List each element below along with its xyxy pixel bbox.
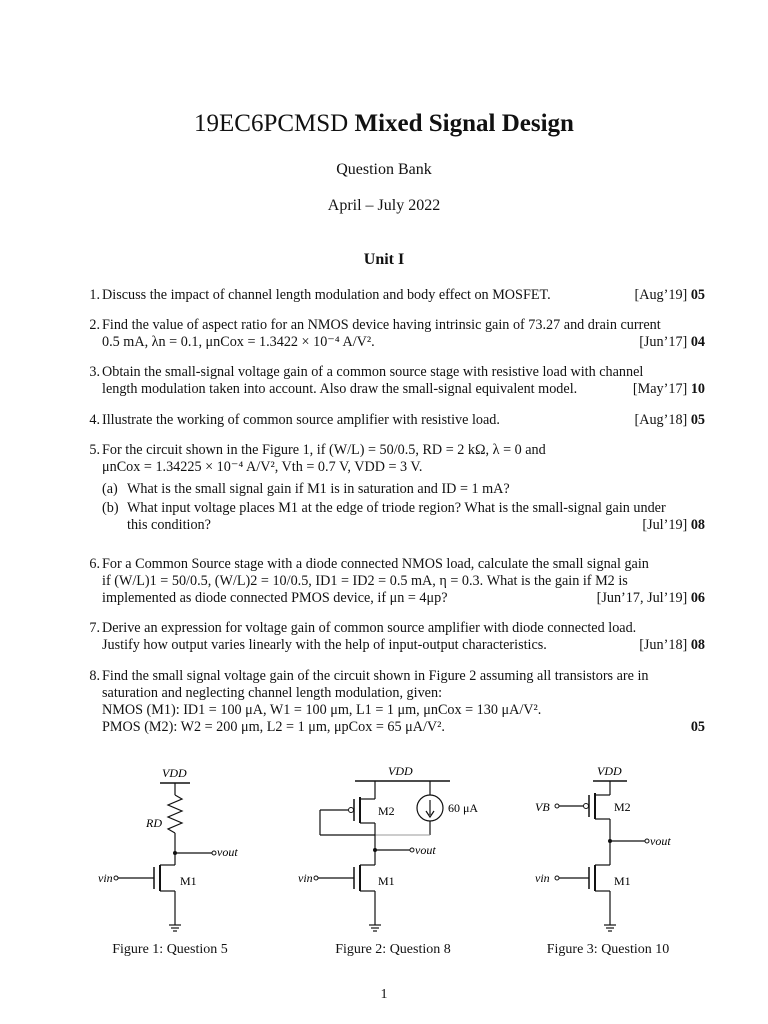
question-tag: [Jun’18] 08 <box>639 637 705 653</box>
m2-label: M2 <box>378 804 395 818</box>
question-tag: [May’17] 10 <box>632 381 705 397</box>
subpart-a: (a) What is the small signal gain if M1 is in saturation and ID = 1 mA? <box>102 481 510 497</box>
m1-label: M1 <box>614 874 631 888</box>
vdd-label: VDD <box>162 766 187 780</box>
figure-1-caption: Figure 1: Question 5 <box>112 942 228 957</box>
subpart-b: (b) What input voltage places M1 at the edge of triode region? What is the small-signal gain under [Jul’19] 08 this condition? <box>102 500 705 533</box>
rd-label: RD <box>146 816 162 830</box>
figure-3-caption: Figure 3: Question 10 <box>546 942 670 957</box>
resistor-icon <box>168 795 182 833</box>
figure-1-schematic <box>90 755 260 940</box>
question-text: Find the small signal voltage gain of the circuit shown in Figure 2 assuming all transistors are in <box>102 668 649 684</box>
question-number: 1. <box>89 287 100 303</box>
question-number: 5. <box>89 442 100 458</box>
isrc-label: 60 μA <box>448 801 479 815</box>
question-8 <box>80 668 705 736</box>
question-text: NMOS (M1): ID1 = 100 μA, W1 = 100 μm, L1 = 1 μm, μnCox = 130 μA/V². <box>102 702 542 718</box>
question-number: 6. <box>89 556 100 572</box>
question-text: For the circuit shown in the Figure 1, if (W/L) = 50/0.5, RD = 2 kΩ, λ = 0 and <box>102 442 546 458</box>
question-number: 4. <box>89 412 100 428</box>
question-number: 8. <box>89 668 100 684</box>
vin-label: vin <box>535 871 550 885</box>
question-text: Discuss the impact of channel length modulation and body effect on MOSFET. <box>102 287 551 303</box>
course-code: 19EC6PCMSD <box>194 110 349 137</box>
vdd-label: VDD <box>597 764 622 778</box>
subtitle: Question Bank <box>336 161 432 178</box>
figure-3-schematic <box>525 755 705 940</box>
question-6 <box>80 556 705 607</box>
question-tag: 05 <box>690 719 705 735</box>
question-text: saturation and neglecting channel length modulation, given: <box>102 685 443 701</box>
unit-heading: Unit I <box>363 251 405 268</box>
question-tag: [Aug’18] 05 <box>634 412 705 428</box>
question-tag: [Aug’19] 05 <box>634 287 705 303</box>
page-title <box>0 110 768 138</box>
vin-label: vin <box>298 871 313 885</box>
question-text: Derive an expression for voltage gain of common source amplifier with diode connected load. <box>102 620 637 636</box>
question-text: Justify how output varies linearly with the help of input-output characteristics. <box>102 637 547 653</box>
question-number: 3. <box>89 364 100 380</box>
question-text: if (W/L)1 = 50/0.5, (W/L)2 = 10/0.5, ID1 = ID2 = 0.5 mA, η = 0.3. What is the gain if M2 is <box>102 573 628 589</box>
question-7 <box>80 620 705 654</box>
figure-2-schematic <box>290 755 500 940</box>
question-text: For a Common Source stage with a diode connected NMOS load, calculate the small signal gain <box>102 556 649 572</box>
question-tag: [Jun’17] 04 <box>639 334 705 350</box>
m2-label: M2 <box>614 800 631 814</box>
course-name: Mixed Signal Design <box>354 110 574 137</box>
question-text: PMOS (M2): W2 = 200 μm, L2 = 1 μm, μpCox = 65 μA/V². <box>102 719 445 735</box>
question-4 <box>80 412 705 429</box>
vin-label: vin <box>98 871 113 885</box>
page-number: 1 <box>380 987 388 1002</box>
m1-label: M1 <box>378 874 395 888</box>
vout-label: vout <box>217 845 238 859</box>
question-text: Find the value of aspect ratio for an NMOS device having intrinsic gain of 73.27 and drain current <box>102 317 661 333</box>
question-1 <box>80 287 705 304</box>
question-text: implemented as diode connected PMOS device, if μn = 4μp? <box>102 590 448 606</box>
question-text: length modulation taken into account. Also draw the small-signal equivalent model. <box>102 381 578 397</box>
question-tag: [Jul’19] 08 <box>642 517 705 533</box>
m1-label: M1 <box>180 874 197 888</box>
vdd-label: VDD <box>388 764 413 778</box>
question-number: 2. <box>89 317 100 333</box>
question-text: Obtain the small-signal voltage gain of a common source stage with resistive load with channel <box>102 364 644 380</box>
vb-label: VB <box>535 800 550 814</box>
question-tag: [Jun’17, Jul’19] 06 <box>596 590 705 606</box>
question-2 <box>80 317 705 351</box>
question-5 <box>80 442 705 534</box>
question-number: 7. <box>89 620 100 636</box>
figure-2-caption: Figure 2: Question 8 <box>335 942 451 957</box>
question-text: Illustrate the working of common source amplifier with resistive load. <box>102 412 500 428</box>
vout-label: vout <box>415 843 436 857</box>
question-text: μnCox = 1.34225 × 10⁻⁴ A/V², Vth = 0.7 V, VDD = 3 V. <box>102 459 423 475</box>
question-3 <box>80 364 705 398</box>
vout-label: vout <box>650 834 671 848</box>
term: April – July 2022 <box>327 197 441 214</box>
question-text: 0.5 mA, λn = 0.1, μnCox = 1.3422 × 10⁻⁴ A/V². <box>102 334 375 350</box>
